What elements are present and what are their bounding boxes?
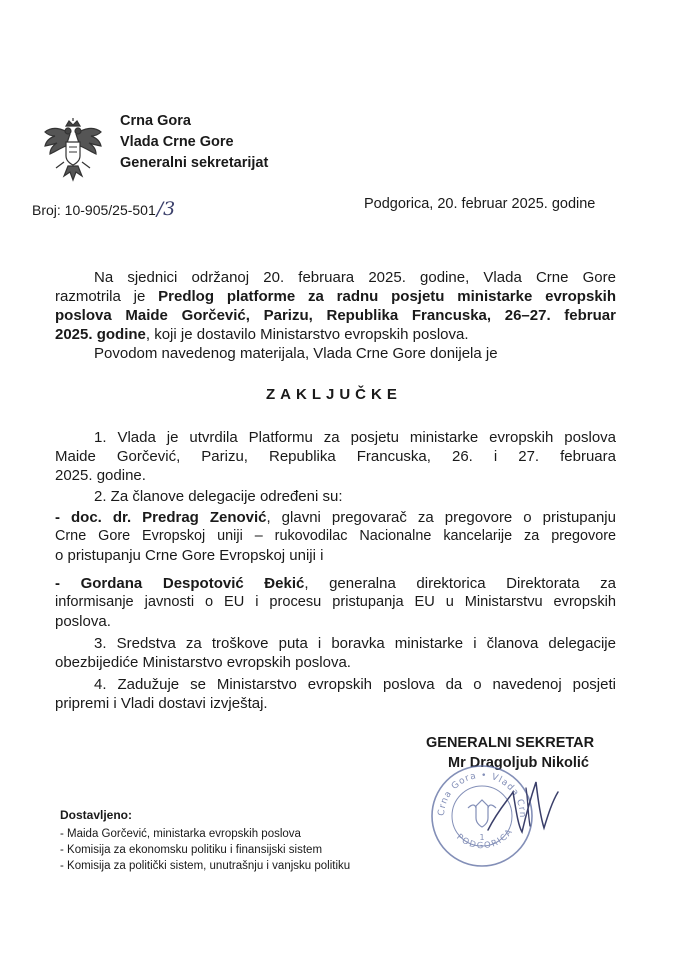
intro-line-3 [55, 306, 616, 325]
intro-line-2-plain: razmotrila je [55, 288, 159, 305]
conclusion-3-line-1: 3. Sredstva za troškove puta i boravka ministarke i članova delegacije [94, 635, 616, 652]
conclusion-2-line-1: 2. Za članove delegacije određeni su: [94, 488, 343, 505]
conclusion-1-line-2: Maide Gorčević, Parizu, Republika Francuska, 26. i 27. februara [55, 448, 616, 465]
member-2-name: - Gordana Despotović Đekić [55, 575, 305, 592]
conclusion-4-line-1: 4. Zadužuje se Ministarstvo evropskih poslova da o navedenoj posjeti [94, 676, 616, 693]
coat-of-arms-emblem [42, 118, 104, 184]
intro-line-2-bold: Predlog platforme za radnu posjetu ministarke evropskih [158, 288, 616, 305]
conclusion-2-member-1-line-1 [55, 508, 616, 527]
intro-line-1: Na sjednici održanoj 20. februara 2025. godine, Vlada Crne Gore [94, 269, 616, 286]
member-1-name: - doc. dr. Predrag Zenović [55, 509, 267, 526]
conclusion-2-member-1-line-3: o pristupanju Crne Gore Evropskoj uniji i [55, 547, 324, 564]
member-1-role: , glavni pregovarač za pregovore o pristupanju [266, 509, 616, 526]
distribution-item: - Komisija za politički sistem, unutrašnju i vanjsku politiku [60, 860, 351, 872]
conclusion-1-line-3: 2025. godine. [55, 467, 146, 484]
document-number-handwritten: /3 [156, 198, 176, 220]
distribution-item: - Maida Gorčević, ministarka evropskih poslova [60, 828, 301, 840]
intro-line-5: Povodom navedenog materijala, Vlada Crne Gore donijela je [94, 345, 498, 362]
header-org-government: Vlada Crne Gore [120, 134, 234, 150]
stamp-top-text: Crna Gora • Vlada Crn [436, 770, 528, 819]
conclusions-heading: ZAKLJUČKE [266, 386, 402, 403]
intro-line-3-bold: poslova Maide Gorčević, Parizu, Republika Francuska, 26–27. februar [55, 307, 616, 324]
document-number [32, 200, 175, 220]
stamp-bottom-text: PODGORICA [454, 826, 516, 852]
member-2-role: , generalna direktorica Direktorata za [304, 575, 616, 592]
conclusion-4-line-2: pripremi i Vladi dostavi izvještaj. [55, 695, 268, 712]
document-number-label: Broj: 10-905/25-501 [32, 202, 156, 218]
conclusion-3-line-2: obezbijediće Ministarstvo evropskih poslova. [55, 654, 351, 671]
conclusion-2-member-2-line-1 [55, 574, 616, 593]
place-date: Podgorica, 20. februar 2025. godine [364, 196, 596, 212]
header-org-secretariat: Generalni sekretarijat [120, 155, 269, 171]
handwritten-signature [478, 770, 568, 850]
header-org-country: Crna Gora [120, 113, 191, 129]
intro-line-4-plain: , koji je dostavilo Ministarstvo evropskih poslova. [145, 326, 469, 343]
conclusion-2-member-1-line-2: Crne Gore Evropskoj uniji – rukovodilac Nacionalne kancelarije za pregovore [55, 528, 616, 544]
conclusion-2-member-2-line-2: informisanje javnosti o EU i procesu pristupanja EU u Ministarstvu evropskih [55, 594, 616, 610]
stamp-number: 1 [479, 833, 485, 842]
intro-line-4-bold: 2025. godine [55, 326, 146, 343]
distribution-item: - Komisija za ekonomsku politiku i finansijski sistem [60, 844, 323, 856]
intro-line-2 [55, 287, 616, 306]
conclusion-2-member-2-line-3: poslova. [55, 613, 111, 630]
distribution-heading: Dostavljeno: [60, 808, 133, 822]
intro-line-4 [55, 325, 469, 344]
conclusion-1-line-1: 1. Vlada je utvrdila Platformu za posjetu ministarke evropskih poslova [94, 429, 616, 446]
signature-title: GENERALNI SEKRETAR [426, 735, 595, 751]
signature-name: Mr Dragoljub Nikolić [448, 755, 589, 771]
